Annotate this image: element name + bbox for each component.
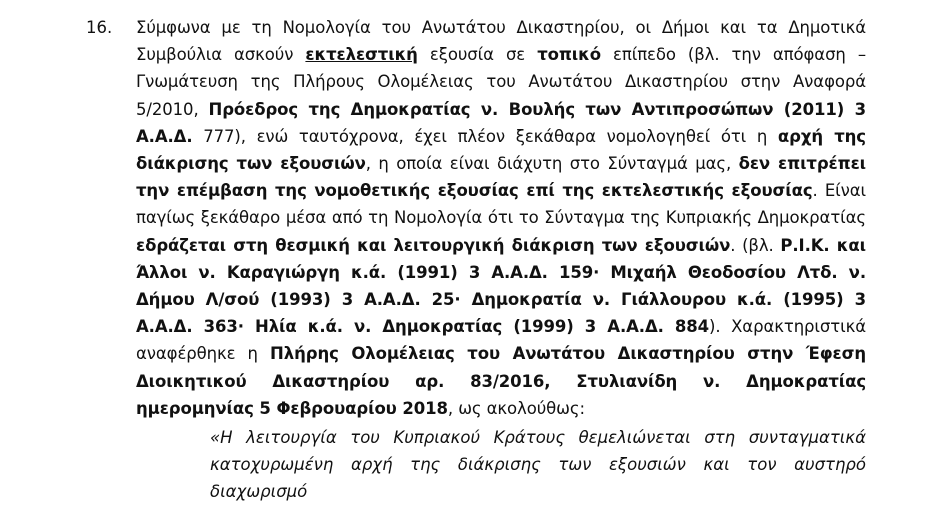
paragraph-emphasis: εδράζεται στη θεσμική και λειτουργική διάκριση των εξουσιών — [136, 235, 731, 255]
paragraph-emphasis: τοπικό — [537, 45, 601, 65]
paragraph-emphasis: δεν επιτρέπει την επέμβαση της νομοθετικής εξουσίας επί της εκτελεστικής εξουσίας — [136, 154, 866, 201]
paragraph-text: Σύμφωνα με τη Νομολογία του Ανωτάτου Δικαστηρίου, οι Δήμοι και τα Δημοτικά Συμβούλια ασκούν — [136, 18, 866, 65]
paragraph-text: εξουσία σε — [417, 45, 538, 65]
paragraph-emphasis: αρχή της διάκρισης των εξουσιών — [136, 126, 866, 174]
paragraph-text: . (βλ. — [730, 235, 781, 255]
case-citation: Ρ.Ι.Κ. και Άλλοι ν. Καραγιώργη κ.ά. (1991) 3 Α.Α.Δ. 159· Μιχαήλ Θεοδοσίου Λτδ. ν. Δήμου Λ/σού (1993) 3 Α.Α.Δ. 25· Δημοκρατία ν. Γιάλλουρου κ.ά. (1995) 3 Α.Α.Δ. 363· Ηλία κ.ά. ν. Δημοκρατίας (1999) 3 Α.Α.Δ. 884 — [136, 235, 866, 337]
paragraph-text: . Είναι παγίως ξεκάθαρο μέσα από τη Νομολογία ότι το Σύνταγμα της Κυπριακής Δημοκρατίας — [136, 181, 867, 228]
case-citation: Πλήρης Ολομέλειας του Ανωτάτου Δικαστηρίου στην Έφεση Διοικητικού Δικαστηρίου αρ. 83/2016, Στυλιανίδη ν. Δημοκρατίας ημερομηνίας 5 Φεβρουαρίου 2018 — [136, 344, 866, 418]
paragraph-text: 777), ενώ ταυτόχρονα, έχει πλέον ξεκάθαρα νομολογηθεί ότι η — [192, 126, 778, 146]
paragraph-text: επίπεδο (βλ. την απόφαση – Γνωμάτευση της Πλήρους Ολομέλειας του Ανωτάτου Δικαστηρίου στην Αναφορά 5/2010, — [136, 45, 866, 119]
paragraph-emphasis: εκτελεστική — [305, 45, 418, 65]
paragraph-number: 16. — [86, 18, 113, 37]
paragraph-text: ). Χαρακτηριστικά αναφέρθηκε η — [136, 317, 866, 364]
paragraph-text: , ως ακολούθως: — [447, 398, 585, 418]
block-quote: «Η λειτουργία του Κυπριακού Κράτους θεμελιώνεται στη συνταγματικά κατοχυρωμένη αρχή της διάκρισης των εξουσιών και τον αυστηρό διαχωρισμό — [210, 428, 866, 501]
paragraph-body — [136, 14, 866, 422]
paragraph-text: , η οποία είναι διάχυτη στο Σύνταγμά μας, — [365, 154, 739, 174]
case-citation: Πρόεδρος της Δημοκρατίας ν. Βουλής των Αντιπροσώπων (2011) 3 Α.Α.Δ. — [136, 99, 866, 146]
